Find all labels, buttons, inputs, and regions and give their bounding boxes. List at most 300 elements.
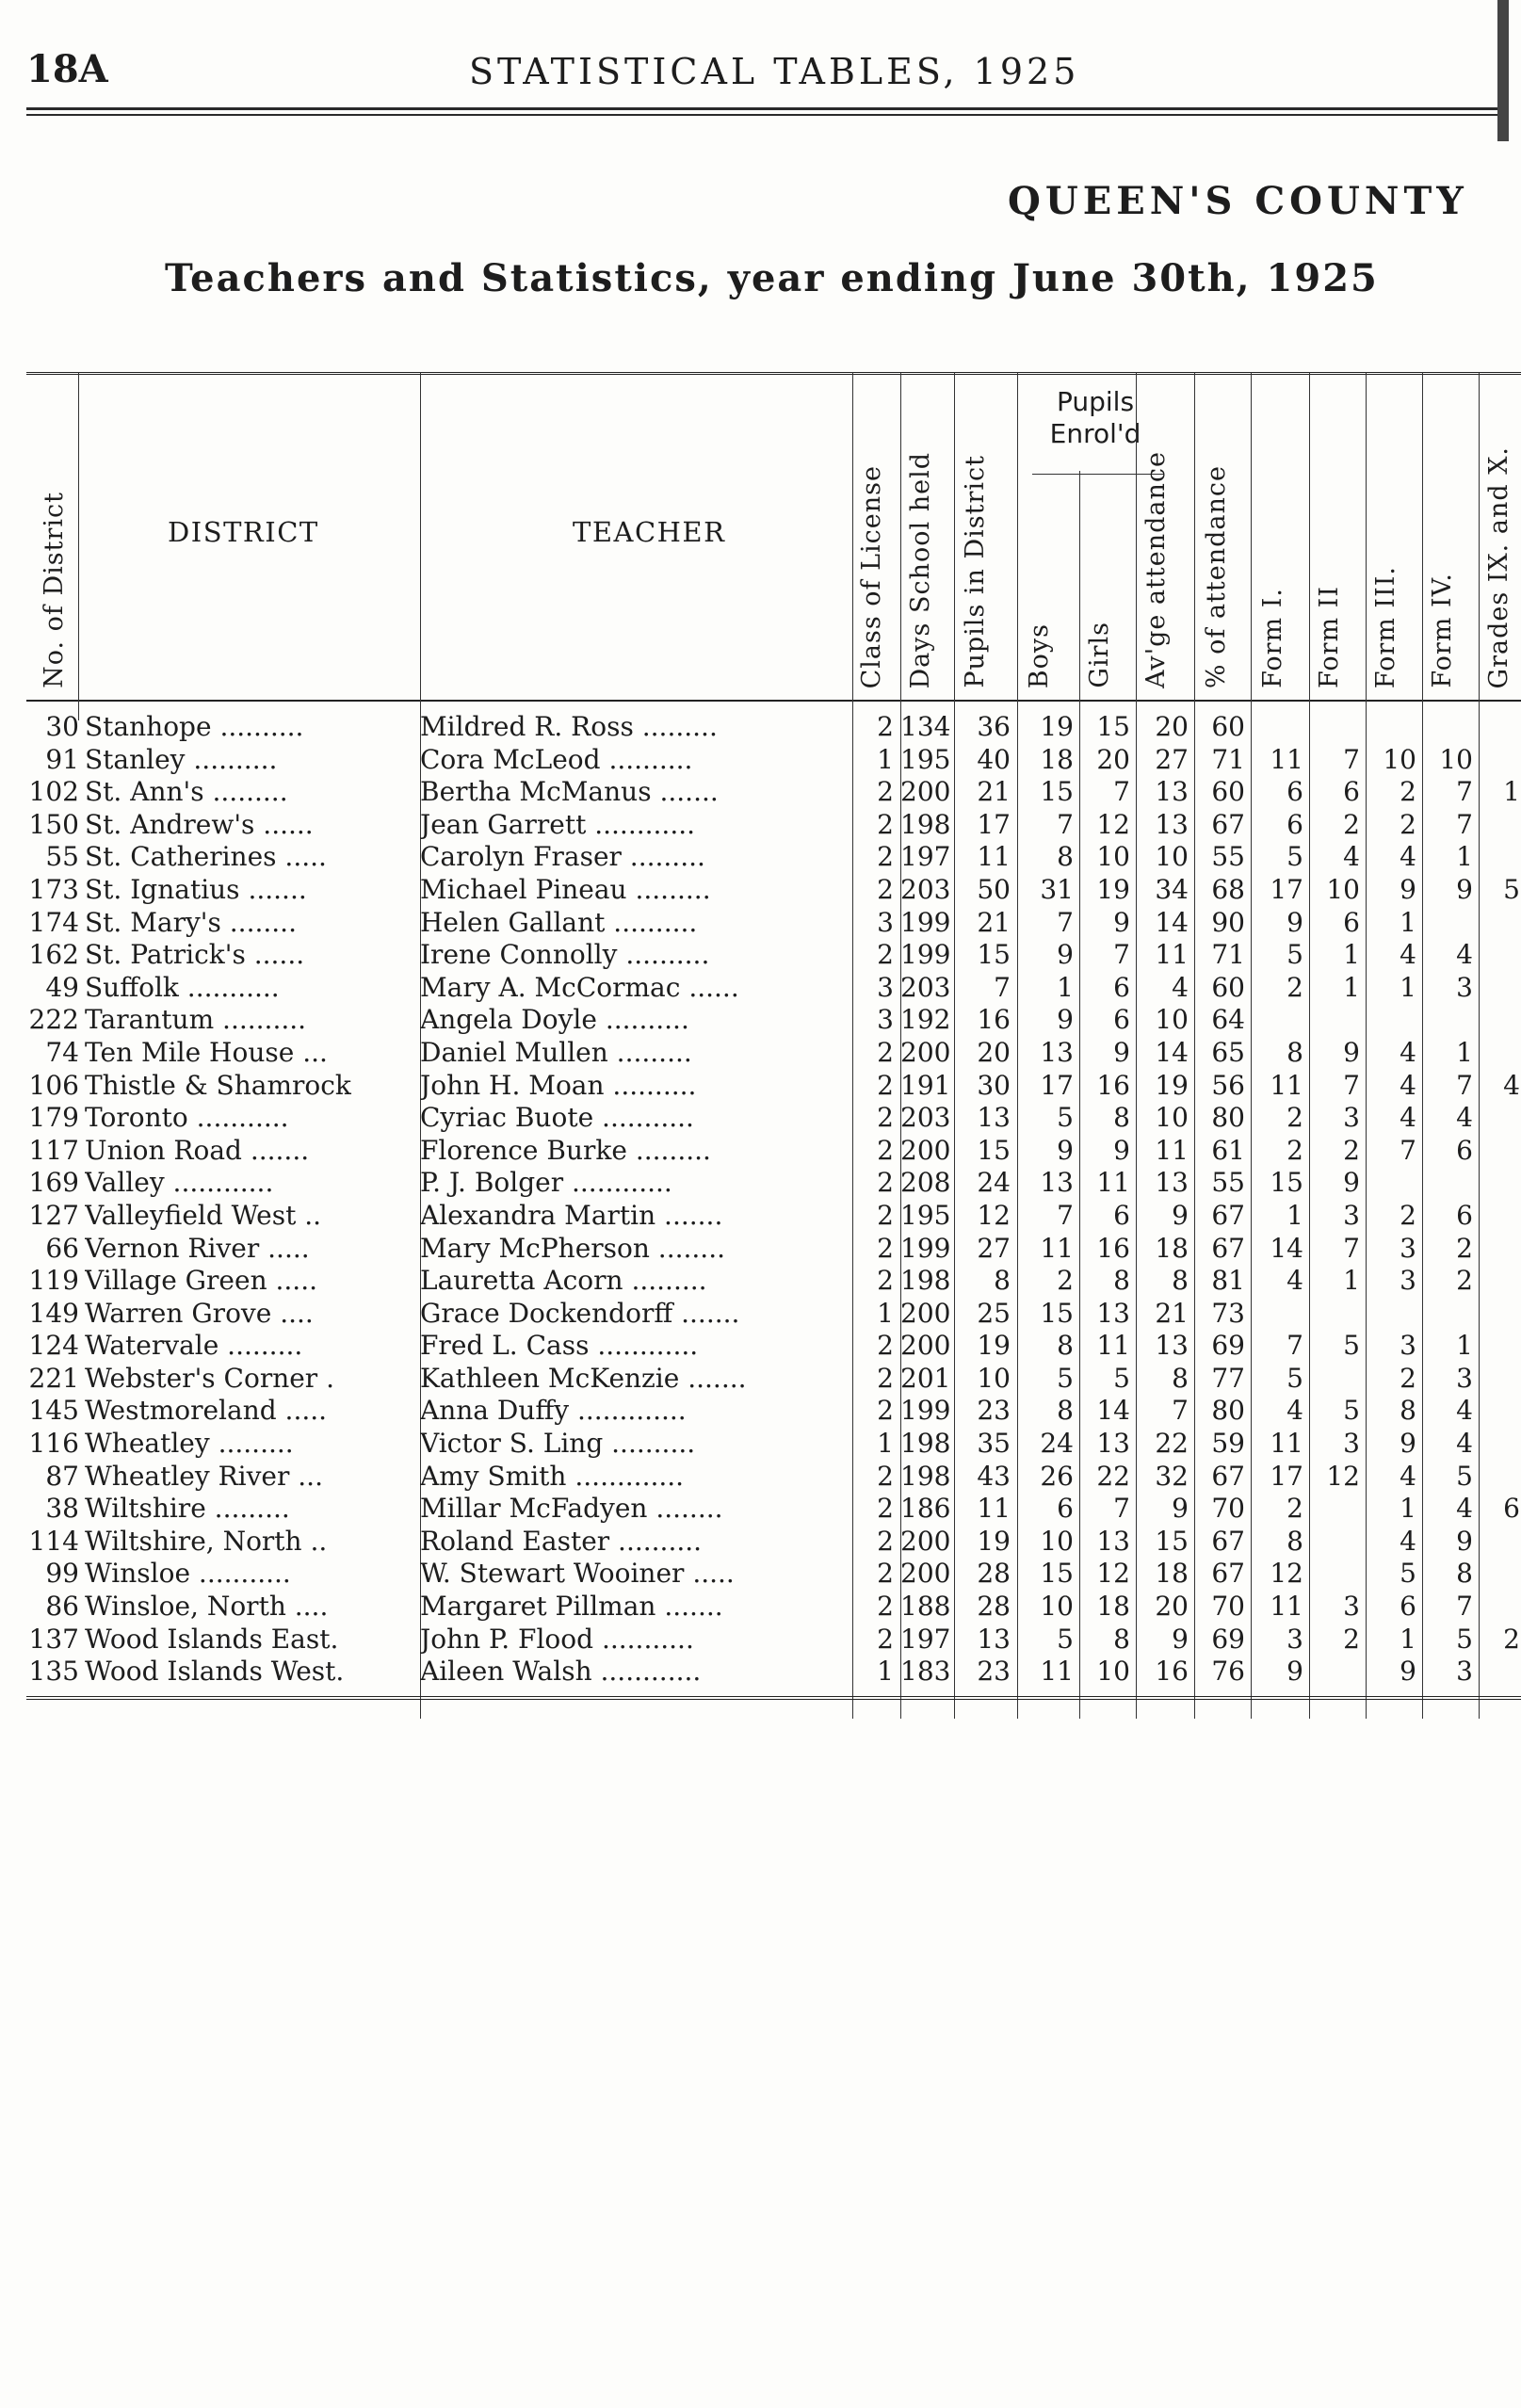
district-number: 221: [28, 1362, 79, 1394]
teacher-name: Mary A. McCormac ......: [420, 971, 739, 1003]
table-row: [26, 1558, 1521, 1591]
pupils-in-district: 40: [977, 743, 1011, 775]
days-school-held: 186: [900, 1493, 951, 1525]
average-attendance: 15: [1155, 1525, 1189, 1557]
percent-attendance: 61: [1211, 1134, 1245, 1166]
girls: 20: [1096, 743, 1130, 775]
girls: 8: [1113, 1623, 1130, 1655]
average-attendance: 32: [1155, 1460, 1189, 1492]
form-3: 4: [1400, 1036, 1416, 1068]
district-number: 91: [45, 743, 79, 775]
pupils-in-district: 23: [977, 1656, 1011, 1688]
days-school-held: 200: [900, 1036, 951, 1068]
pupils-in-district: 36: [977, 711, 1011, 742]
teacher-name: Florence Burke .........: [420, 1134, 711, 1166]
table-row: [26, 1395, 1521, 1428]
class-of-license: 2: [877, 841, 894, 873]
teacher-name: Alexandra Martin .......: [420, 1199, 723, 1231]
class-of-license: 2: [877, 1167, 894, 1199]
district-number: 74: [45, 1036, 79, 1068]
form-4: 6: [1456, 1199, 1473, 1231]
average-attendance: 13: [1155, 808, 1189, 840]
girls: 11: [1096, 1167, 1130, 1199]
district-name: Westmoreland .....: [85, 1395, 328, 1427]
days-school-held: 198: [900, 1460, 951, 1492]
form-2: 1: [1343, 971, 1360, 1003]
header-days-school-held: Days School held: [906, 451, 935, 688]
boys: 13: [1040, 1167, 1074, 1199]
form-3: 4: [1400, 841, 1416, 873]
form-1: 6: [1286, 808, 1303, 840]
boys: 18: [1040, 743, 1074, 775]
district-number: 116: [28, 1428, 79, 1460]
form-2: 1: [1343, 939, 1360, 971]
days-school-held: 198: [900, 1265, 951, 1297]
form-3: 3: [1400, 1232, 1416, 1264]
days-school-held: 201: [900, 1362, 951, 1394]
form-4: 2: [1456, 1265, 1473, 1297]
days-school-held: 192: [900, 1004, 951, 1036]
district-name: Stanhope ..........: [85, 711, 304, 742]
form-3: 1: [1400, 971, 1416, 1003]
days-school-held: 208: [900, 1167, 951, 1199]
form-4: 3: [1456, 971, 1473, 1003]
form-3: 7: [1400, 1134, 1416, 1166]
district-name: Stanley ..........: [85, 743, 278, 775]
teacher-name: Helen Gallant ..........: [420, 906, 698, 938]
average-attendance: 18: [1155, 1232, 1189, 1264]
girls: 6: [1113, 1004, 1130, 1036]
form-2: 2: [1343, 1623, 1360, 1655]
header-rule-thin: [26, 114, 1505, 116]
form-2: 3: [1343, 1102, 1360, 1134]
table-row: [26, 1656, 1521, 1689]
class-of-license: 2: [877, 711, 894, 742]
header-pct-attendance: % of attendance: [1202, 464, 1231, 688]
table-end-rule: [26, 1696, 1521, 1700]
percent-attendance: 81: [1211, 1265, 1245, 1297]
table-row: [26, 1233, 1521, 1266]
form-1: 5: [1286, 841, 1303, 873]
pupils-in-district: 20: [977, 1036, 1011, 1068]
teacher-name: Millar McFadyen ........: [420, 1493, 723, 1525]
girls: 9: [1113, 1036, 1130, 1068]
pupils-in-district: 10: [977, 1362, 1011, 1394]
class-of-license: 2: [877, 873, 894, 905]
form-3: 10: [1383, 743, 1416, 775]
girls: 12: [1096, 1558, 1130, 1590]
days-school-held: 203: [900, 971, 951, 1003]
teacher-name: W. Stewart Wooiner .....: [420, 1558, 735, 1590]
percent-attendance: 76: [1211, 1656, 1245, 1688]
district-name: Toronto ...........: [85, 1102, 289, 1134]
teacher-name: Angela Doyle ..........: [420, 1004, 689, 1036]
girls: 9: [1113, 906, 1130, 938]
girls: 12: [1096, 808, 1130, 840]
district-name: Wiltshire, North ..: [85, 1525, 328, 1557]
pupils-in-district: 15: [977, 1134, 1011, 1166]
teacher-name: Lauretta Acorn .........: [420, 1265, 707, 1297]
percent-attendance: 60: [1211, 776, 1245, 808]
header-avge-attendance: Av'ge attendance: [1141, 451, 1171, 688]
days-school-held: 199: [900, 1395, 951, 1427]
days-school-held: 200: [900, 1558, 951, 1590]
girls: 10: [1096, 1656, 1130, 1688]
form-1: 2: [1286, 1102, 1303, 1134]
teacher-name: Kathleen McKenzie .......: [420, 1362, 747, 1394]
district-name: Vernon River .....: [85, 1232, 310, 1264]
class-of-license: 2: [877, 808, 894, 840]
form-1: 2: [1286, 1493, 1303, 1525]
boys: 10: [1040, 1525, 1074, 1557]
teacher-name: Roland Easter ..........: [420, 1525, 703, 1557]
girls: 8: [1113, 1265, 1130, 1297]
pupils-in-district: 24: [977, 1167, 1011, 1199]
form-2: 12: [1326, 1460, 1360, 1492]
form-3: 2: [1400, 808, 1416, 840]
form-2: 1: [1343, 1265, 1360, 1297]
form-1: 2: [1286, 1134, 1303, 1166]
district-name: St. Ann's .........: [85, 776, 288, 808]
form-4: 7: [1456, 776, 1473, 808]
days-school-held: 203: [900, 1102, 951, 1134]
district-name: Wheatley River ...: [85, 1460, 323, 1492]
form-1: 6: [1286, 776, 1303, 808]
girls: 5: [1113, 1362, 1130, 1394]
header-boys: Boys: [1025, 622, 1054, 688]
form-3: 1: [1400, 1493, 1416, 1525]
district-name: Winsloe ...........: [85, 1558, 291, 1590]
girls: 18: [1096, 1591, 1130, 1623]
table-row: [26, 1265, 1521, 1298]
boys: 5: [1057, 1102, 1074, 1134]
form-3: 8: [1400, 1395, 1416, 1427]
district-name: St. Patrick's ......: [85, 939, 305, 971]
form-1: 9: [1286, 906, 1303, 938]
percent-attendance: 70: [1211, 1493, 1245, 1525]
district-name: Webster's Corner .: [85, 1362, 334, 1394]
grades-9-10: 1: [1503, 776, 1520, 808]
form-1: 11: [1270, 1069, 1303, 1101]
form-4: 10: [1439, 743, 1473, 775]
form-1: 7: [1286, 1330, 1303, 1362]
boys: 15: [1040, 1297, 1074, 1329]
district-name: Wood Islands West.: [85, 1656, 345, 1688]
pupils-in-district: 43: [977, 1460, 1011, 1492]
form-3: 3: [1400, 1330, 1416, 1362]
form-2: 9: [1343, 1167, 1360, 1199]
teacher-name: Aileen Walsh ............: [420, 1656, 702, 1688]
boys: 13: [1040, 1036, 1074, 1068]
days-school-held: 198: [900, 808, 951, 840]
days-school-held: 200: [900, 1134, 951, 1166]
form-3: 2: [1400, 1199, 1416, 1231]
header-form-1: Form I.: [1258, 588, 1287, 688]
average-attendance: 11: [1155, 1134, 1189, 1166]
girls: 16: [1096, 1232, 1130, 1264]
form-3: 4: [1400, 1525, 1416, 1557]
running-title: STATISTICAL TABLES, 1925: [469, 51, 1080, 92]
girls: 19: [1096, 873, 1130, 905]
table-row: [26, 1200, 1521, 1233]
form-2: 3: [1343, 1428, 1360, 1460]
class-of-license: 3: [877, 1004, 894, 1036]
class-of-license: 1: [877, 1428, 894, 1460]
days-school-held: 198: [900, 1428, 951, 1460]
table-row: [26, 939, 1521, 972]
percent-attendance: 77: [1211, 1362, 1245, 1394]
class-of-license: 2: [877, 1591, 894, 1623]
district-number: 127: [28, 1199, 79, 1231]
percent-attendance: 67: [1211, 1232, 1245, 1264]
boys: 10: [1040, 1591, 1074, 1623]
form-3: 1: [1400, 1623, 1416, 1655]
form-4: 7: [1456, 1591, 1473, 1623]
percent-attendance: 69: [1211, 1623, 1245, 1655]
average-attendance: 9: [1172, 1199, 1189, 1231]
boys: 31: [1040, 873, 1074, 905]
district-name: Thistle & Shamrock: [85, 1069, 351, 1101]
teacher-name: Victor S. Ling ..........: [420, 1428, 696, 1460]
district-number: 179: [28, 1102, 79, 1134]
average-attendance: 10: [1155, 1102, 1189, 1134]
teacher-name: Cyriac Buote ...........: [420, 1102, 694, 1134]
average-attendance: 10: [1155, 841, 1189, 873]
average-attendance: 20: [1155, 1591, 1189, 1623]
girls: 7: [1113, 939, 1130, 971]
form-4: 4: [1456, 1395, 1473, 1427]
table-row: [26, 1428, 1521, 1461]
district-name: Ten Mile House ...: [85, 1036, 328, 1068]
boys: 17: [1040, 1069, 1074, 1101]
header-girls: Girls: [1085, 622, 1114, 688]
pupils-in-district: 13: [977, 1623, 1011, 1655]
district-number: 150: [28, 808, 79, 840]
boys: 9: [1057, 1004, 1074, 1036]
district-number: 119: [28, 1265, 79, 1297]
teacher-name: Cora McLeod ..........: [420, 743, 693, 775]
form-4: 7: [1456, 808, 1473, 840]
teacher-name: Anna Duffy .............: [420, 1395, 687, 1427]
average-attendance: 14: [1155, 906, 1189, 938]
class-of-license: 3: [877, 971, 894, 1003]
class-of-license: 2: [877, 1623, 894, 1655]
girls: 7: [1113, 776, 1130, 808]
girls: 9: [1113, 1134, 1130, 1166]
form-1: 4: [1286, 1395, 1303, 1427]
class-of-license: 2: [877, 1525, 894, 1557]
average-attendance: 34: [1155, 873, 1189, 905]
boys: 7: [1057, 1199, 1074, 1231]
table-row: [26, 972, 1521, 1005]
district-number: 49: [45, 971, 79, 1003]
girls: 13: [1096, 1297, 1130, 1329]
pupils-in-district: 25: [977, 1297, 1011, 1329]
girls: 8: [1113, 1102, 1130, 1134]
boys: 9: [1057, 939, 1074, 971]
district-number: 66: [45, 1232, 79, 1264]
class-of-license: 2: [877, 1460, 894, 1492]
form-4: 5: [1456, 1623, 1473, 1655]
teacher-name: Mary McPherson ........: [420, 1232, 726, 1264]
average-attendance: 9: [1172, 1623, 1189, 1655]
teacher-name: Fred L. Cass ............: [420, 1330, 699, 1362]
page-subtitle: Teachers and Statistics, year ending June 30th, 1925: [165, 256, 1379, 300]
form-3: 2: [1400, 776, 1416, 808]
district-name: Suffolk ...........: [85, 971, 280, 1003]
boys: 5: [1057, 1362, 1074, 1394]
district-number: 174: [28, 906, 79, 938]
district-number: 124: [28, 1330, 79, 1362]
table-body: [26, 711, 1521, 1689]
percent-attendance: 71: [1211, 939, 1245, 971]
pupils-in-district: 8: [994, 1265, 1011, 1297]
girls: 14: [1096, 1395, 1130, 1427]
header-district: DISTRICT: [168, 516, 319, 548]
form-3: 4: [1400, 939, 1416, 971]
table-row: [26, 1330, 1521, 1363]
district-name: Wheatley .........: [85, 1428, 294, 1460]
district-number: 106: [28, 1069, 79, 1101]
form-1: 1: [1286, 1199, 1303, 1231]
average-attendance: 10: [1155, 1004, 1189, 1036]
percent-attendance: 70: [1211, 1591, 1245, 1623]
header-pupils-in-district: Pupils in District: [961, 455, 990, 688]
form-2: 4: [1343, 841, 1360, 873]
form-3: 9: [1400, 873, 1416, 905]
boys: 8: [1057, 1330, 1074, 1362]
header-form-2: Form II: [1315, 586, 1344, 688]
form-3: 5: [1400, 1558, 1416, 1590]
class-of-license: 3: [877, 906, 894, 938]
district-number: 114: [28, 1525, 79, 1557]
teacher-name: John H. Moan ..........: [420, 1069, 697, 1101]
form-1: 11: [1270, 1591, 1303, 1623]
percent-attendance: 60: [1211, 711, 1245, 742]
form-1: 12: [1270, 1558, 1303, 1590]
girls: 22: [1096, 1460, 1130, 1492]
form-1: 11: [1270, 1428, 1303, 1460]
page-edge-shadow: [1497, 0, 1509, 141]
average-attendance: 4: [1172, 971, 1189, 1003]
boys: 5: [1057, 1623, 1074, 1655]
district-name: St. Ignatius .......: [85, 873, 307, 905]
teacher-name: P. J. Bolger ............: [420, 1167, 672, 1199]
class-of-license: 2: [877, 939, 894, 971]
average-attendance: 19: [1155, 1069, 1189, 1101]
percent-attendance: 55: [1211, 841, 1245, 873]
table-row: [26, 1624, 1521, 1657]
form-1: 4: [1286, 1265, 1303, 1297]
percent-attendance: 67: [1211, 1525, 1245, 1557]
district-number: 169: [28, 1167, 79, 1199]
percent-attendance: 55: [1211, 1167, 1245, 1199]
form-2: 10: [1326, 873, 1360, 905]
days-school-held: 200: [900, 776, 951, 808]
pupils-in-district: 11: [977, 1493, 1011, 1525]
teacher-name: John P. Flood ...........: [420, 1623, 694, 1655]
form-3: 3: [1400, 1265, 1416, 1297]
boys: 26: [1040, 1460, 1074, 1492]
form-2: 3: [1343, 1591, 1360, 1623]
percent-attendance: 71: [1211, 743, 1245, 775]
girls: 10: [1096, 841, 1130, 873]
district-number: 30: [45, 711, 79, 742]
pupils-in-district: 17: [977, 808, 1011, 840]
district-number: 87: [45, 1460, 79, 1492]
pupils-in-district: 28: [977, 1558, 1011, 1590]
form-3: 6: [1400, 1591, 1416, 1623]
percent-attendance: 67: [1211, 1460, 1245, 1492]
days-school-held: 191: [900, 1069, 951, 1101]
district-name: Tarantum ..........: [85, 1004, 307, 1036]
form-4: 4: [1456, 939, 1473, 971]
county-title: QUEEN'S COUNTY: [1008, 179, 1468, 223]
boys: 8: [1057, 841, 1074, 873]
form-1: 8: [1286, 1525, 1303, 1557]
table-row: [26, 1070, 1521, 1103]
header-class-of-license: Class of License: [857, 464, 886, 688]
class-of-license: 2: [877, 1395, 894, 1427]
average-attendance: 22: [1155, 1428, 1189, 1460]
form-1: 3: [1286, 1623, 1303, 1655]
class-of-license: 2: [877, 776, 894, 808]
class-of-license: 1: [877, 1297, 894, 1329]
table-row: [26, 711, 1521, 744]
table-row: [26, 1167, 1521, 1200]
page-number: 18A: [26, 47, 108, 91]
form-1: 14: [1270, 1232, 1303, 1264]
table-row: [26, 1461, 1521, 1494]
district-number: 222: [28, 1004, 79, 1036]
percent-attendance: 68: [1211, 873, 1245, 905]
percent-attendance: 69: [1211, 1330, 1245, 1362]
teacher-name: Carolyn Fraser .........: [420, 841, 705, 873]
boys: 19: [1040, 711, 1074, 742]
pupils-in-district: 21: [977, 776, 1011, 808]
days-school-held: 199: [900, 906, 951, 938]
teacher-name: Jean Garrett ............: [420, 808, 696, 840]
table-row: [26, 1037, 1521, 1070]
form-3: 9: [1400, 1428, 1416, 1460]
district-name: Valley ............: [85, 1167, 274, 1199]
class-of-license: 2: [877, 1558, 894, 1590]
table-row: [26, 1298, 1521, 1331]
pupils-in-district: 19: [977, 1330, 1011, 1362]
district-number: 99: [45, 1558, 79, 1590]
percent-attendance: 80: [1211, 1102, 1245, 1134]
average-attendance: 13: [1155, 1330, 1189, 1362]
form-2: 9: [1343, 1036, 1360, 1068]
table-row: [26, 1102, 1521, 1135]
form-4: 1: [1456, 841, 1473, 873]
form-3: 4: [1400, 1069, 1416, 1101]
class-of-license: 2: [877, 1265, 894, 1297]
class-of-license: 2: [877, 1102, 894, 1134]
form-3: 1: [1400, 906, 1416, 938]
pupils-in-district: 50: [977, 873, 1011, 905]
teacher-name: Daniel Mullen .........: [420, 1036, 692, 1068]
class-of-license: 2: [877, 1232, 894, 1264]
teacher-name: Margaret Pillman .......: [420, 1591, 723, 1623]
pupils-in-district: 16: [977, 1004, 1011, 1036]
average-attendance: 8: [1172, 1362, 1189, 1394]
boys: 11: [1040, 1232, 1074, 1264]
district-number: 137: [28, 1623, 79, 1655]
district-name: St. Mary's ........: [85, 906, 297, 938]
class-of-license: 1: [877, 743, 894, 775]
percent-attendance: 64: [1211, 1004, 1245, 1036]
